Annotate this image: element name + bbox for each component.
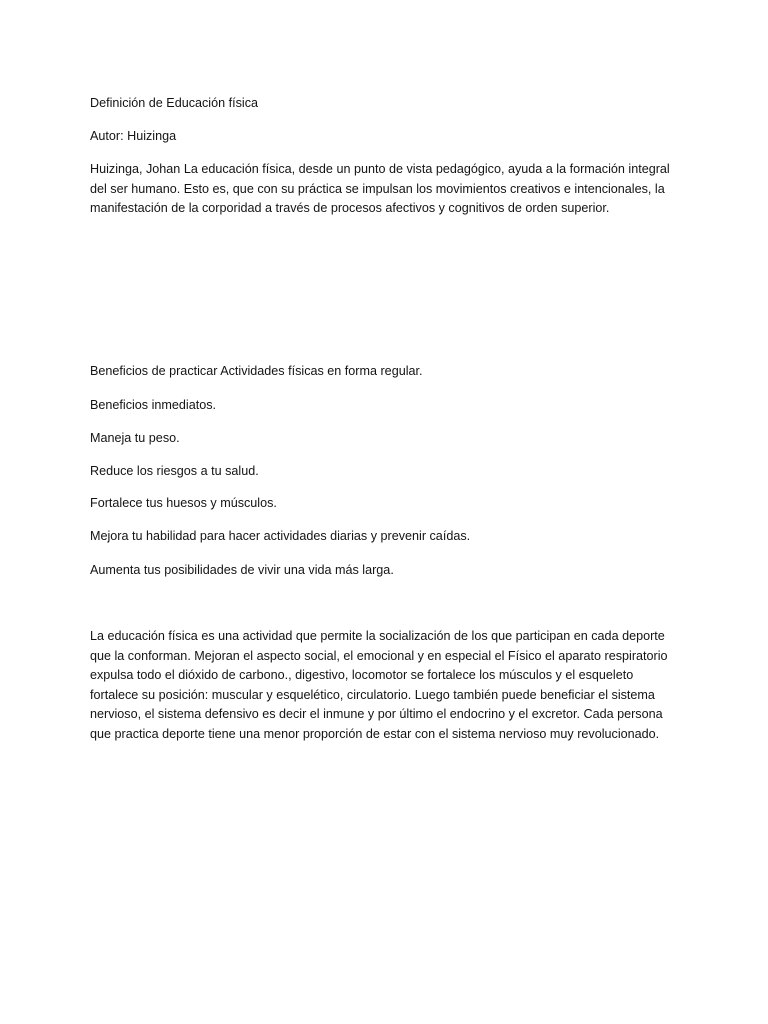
benefit-item: Reduce los riesgos a tu salud. [90,464,259,478]
benefits-subheading: Beneficios inmediatos. [90,398,217,412]
benefit-item: Mejora tu habilidad para hacer actividades diarias y prevenir caídas. [90,529,471,543]
intro-line: Huizinga, Johan La educación física, desde un punto de vista pedagógico, ayuda a la formación integral [90,162,670,176]
closing-line: nervioso, el sistema defensivo es decir el inmune y por último el endocrino y el excretor. Cada persona [90,707,663,721]
intro-line: del ser humano. Esto es, que con su práctica se impulsan los movimientos creativos e intencionales, la [90,181,665,196]
closing-paragraph [90,627,680,744]
document-author: Autor: Huizinga [90,129,177,143]
closing-line: La educación física es una actividad que permite la socialización de los que participan en cada deporte [90,629,665,643]
closing-line: que la conforman. Mejoran el aspecto social, el emocional y en especial el Físico el aparato respiratorio [90,648,668,663]
benefit-item: Maneja tu peso. [90,431,180,445]
benefits-heading: Beneficios de practicar Actividades físicas en forma regular. [90,364,423,378]
benefit-item: Aumenta tus posibilidades de vivir una vida más larga. [90,563,394,577]
closing-line: expulsa todo el dióxido de carbono., digestivo, locomotor se fortalece los músculos y el esqueleto [90,668,634,682]
intro-line: manifestación de la corporidad a través de procesos afectivos y cognitivos de orden superior. [90,201,610,215]
intro-paragraph [90,160,680,219]
closing-line: que practica deporte tiene una menor proporción de estar con el sistema nervioso muy revolucionado. [90,726,660,741]
document-title: Definición de Educación física [90,96,259,110]
closing-line: fortalece su posición: muscular y esquelético, circulatorio. Luego también puede beneficiar el sistema [90,687,655,702]
benefit-item: Fortalece tus huesos y músculos. [90,496,277,510]
